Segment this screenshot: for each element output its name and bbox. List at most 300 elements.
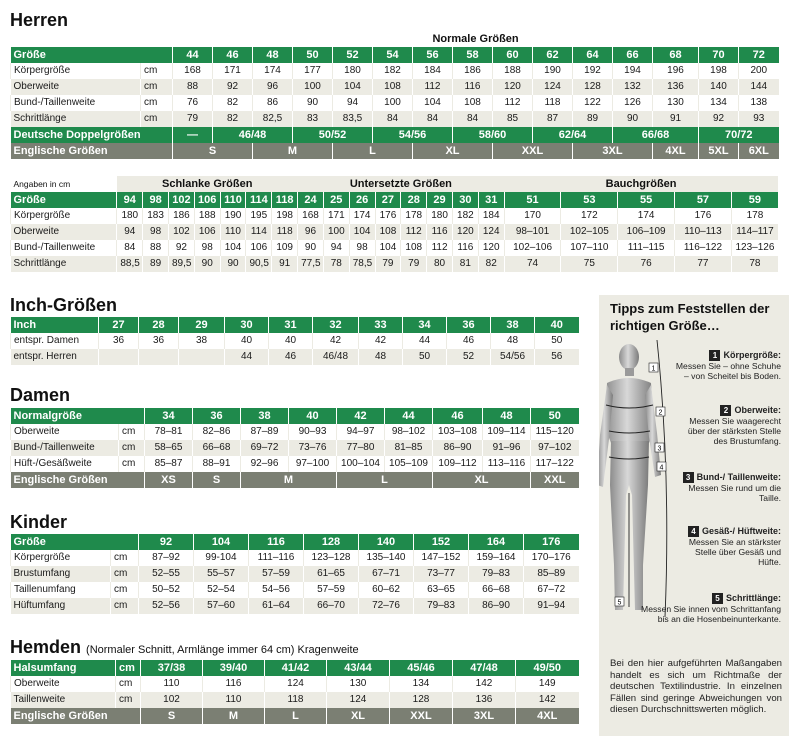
cell: 120 [478,240,504,256]
cell: S [173,143,253,159]
size: 53 [561,192,618,208]
row-label: Schrittlänge [11,256,117,272]
cell: — [173,127,213,143]
table-row [11,598,579,614]
cell: 110 [141,676,203,692]
cell: 89 [143,256,169,272]
cell: 116 [453,79,493,95]
row-label: Bund-/Taillenweite [11,95,141,111]
header-label: Inch [11,317,99,333]
cell: 196 [653,63,699,79]
cell: 111–115 [618,240,675,256]
cell: 110 [203,692,265,708]
cell: 109 [272,240,298,256]
row-label: Taillenweite [11,692,116,708]
size: 50 [531,408,579,424]
cell: 88–91 [193,456,241,472]
cell: 103–108 [433,424,483,440]
cell: 182 [373,63,413,79]
cell: 111–116 [249,550,304,566]
size: 140 [359,534,414,550]
row-label: Bund-/Taillenweite [11,240,117,256]
hemden-title [10,637,359,658]
size: 49/50 [516,660,579,676]
size: 118 [272,192,298,208]
unit: cm [141,95,173,111]
size: 48 [483,408,531,424]
size: 38 [241,408,289,424]
size: 30 [452,192,478,208]
cell: 46 [447,333,491,349]
hemden-title-text: Hemden [10,637,82,657]
herren-size: 52 [333,47,373,63]
cell: 78 [731,256,778,272]
cell: 77,5 [298,256,324,272]
cell: 40 [269,333,313,349]
cell: 86–90 [469,598,524,614]
cell: 61–65 [304,566,359,582]
table-row [11,424,579,440]
cell: 120 [493,79,533,95]
cell: 52–55 [139,566,194,582]
row-label: Körpergröße [11,208,117,224]
cell: 100 [293,79,333,95]
cell: 90 [194,256,220,272]
herren-size: 70 [699,47,739,63]
herren-group-label: Normale Größen [173,31,779,47]
size: 47/48 [453,660,516,676]
inch-table [10,317,579,365]
cell [139,349,179,365]
tip-text: Messen Sie rund um die Taille. [688,483,781,503]
cell: 82 [213,95,253,111]
cell: 61–64 [249,598,304,614]
cell: 130 [653,95,699,111]
disclaimer-note: Bei den hier aufgeführten Maßangaben handelt es sich um Richtmaße der deutschen Textilindustrie. In einzelnen Fällen sind geringe Abweichungen von diesen Durchschnittswerten möglich. [610,658,782,715]
cell: 109–112 [433,456,483,472]
cell: XS [145,472,193,488]
cell: 104 [413,95,453,111]
table-row [11,240,779,256]
herren-size: 72 [739,47,779,63]
cell: 114–117 [731,224,778,240]
cell: 109–114 [483,424,531,440]
kinder-title: Kinder [10,512,68,532]
figure-label: 2 [658,409,663,417]
cell: 134 [699,95,739,111]
cell: 104 [375,240,401,256]
size: 98 [143,192,169,208]
cell: 82,5 [253,111,293,127]
cell: 194 [613,63,653,79]
size: 128 [304,534,359,550]
table-row [11,692,579,708]
cell: 136 [453,692,516,708]
table-row [11,63,779,79]
cell: 98 [349,240,375,256]
cell: S [193,472,241,488]
tip-text: Messen Sie – ohne Schuhe – von Scheitel bis Boden. [675,361,781,381]
cell: 114 [246,224,272,240]
row-label: Taillenumfang [11,582,111,598]
size: 116 [249,534,304,550]
cell: 5XL [699,143,739,159]
cell: 172 [561,208,618,224]
cell: 92 [169,240,195,256]
herren-size: 54 [373,47,413,63]
cell: 54/56 [491,349,535,365]
cell: 82 [478,256,504,272]
unit: cm [116,692,141,708]
cell: M [203,708,265,724]
cell: 81–85 [385,440,433,456]
cell: 4XL [516,708,579,724]
cell: 104 [333,79,373,95]
cell: 106 [194,224,220,240]
cell: 168 [298,208,324,224]
cell: 115–120 [531,424,579,440]
cell: 6XL [739,143,779,159]
cell: 171 [323,208,349,224]
cell: 52–54 [194,582,249,598]
herren-size: 62 [533,47,573,63]
cell: 112 [493,95,533,111]
unit: cm [141,63,173,79]
tip-koerpergroesse [673,350,781,381]
cell: 180 [117,208,143,224]
cell: 97–100 [289,456,337,472]
cell: 62/64 [533,127,613,143]
cell: 140 [699,79,739,95]
cell: 88 [173,79,213,95]
cell: 78–81 [145,424,193,440]
cell: 149 [516,676,579,692]
size: 45/46 [390,660,453,676]
damen-header-row [11,408,579,424]
unit: cm [119,456,145,472]
herren-size: 50 [293,47,333,63]
cell: XL [413,143,493,159]
row-label: Oberweite [11,79,141,95]
size: 42 [337,408,385,424]
cell: 100–104 [337,456,385,472]
cell: M [241,472,337,488]
herren-doppel-row [11,127,779,143]
tip-text: Messen Sie waagerecht über der stärksten Stelle des Brustumfang. [687,416,781,446]
cell: 102–105 [561,224,618,240]
cell: 40 [225,333,269,349]
size: 28 [401,192,427,208]
cell: 88 [143,240,169,256]
cell: 60–62 [359,582,414,598]
damen-englisch-row [11,472,579,488]
cell: 66–68 [193,440,241,456]
herren-table [10,31,779,159]
cell: 66–70 [304,598,359,614]
size: 36 [193,408,241,424]
cell: 70/72 [699,127,779,143]
figure-label: 4 [659,464,664,472]
cell: 113–116 [483,456,531,472]
group-untersetzt: Untersetzte Größen [298,176,505,192]
hemden-subtitle: (Normaler Schnitt, Armlänge immer 64 cm) Kragenweite [86,644,359,656]
row-label: Körpergröße [11,63,141,79]
cell: 195 [246,208,272,224]
row-label: entspr. Damen [11,333,99,349]
size: 38 [491,317,535,333]
cell: 79 [173,111,213,127]
size: 24 [298,192,324,208]
table-row [11,582,579,598]
tip-taillenweite [673,472,781,503]
cell: 96 [298,224,324,240]
cell: 72–76 [359,598,414,614]
table-row [11,79,779,95]
cell: 85–87 [145,456,193,472]
tips-title: Tipps zum Feststellen der richtigen Größe… [610,301,770,333]
cell: 104 [220,240,246,256]
row-label: Oberweite [11,224,117,240]
cell: 110 [220,224,246,240]
cell: 56 [535,349,579,365]
size: 152 [414,534,469,550]
cell: 90 [298,240,324,256]
size: 29 [427,192,453,208]
size: 46 [433,408,483,424]
cell: 50 [535,333,579,349]
cell: 184 [478,208,504,224]
cell: 124 [265,676,327,692]
size: 28 [139,317,179,333]
cell: 99-104 [194,550,249,566]
row-label: Bund-/Taillenweite [11,440,119,456]
cell: 76 [618,256,675,272]
cell: 184 [413,63,453,79]
cell: M [253,143,333,159]
cell: 120 [452,224,478,240]
damen-title: Damen [10,385,71,405]
cell: 116 [452,240,478,256]
size: 33 [359,317,403,333]
unit: cm [141,111,173,127]
tip-number: 4 [688,526,699,537]
cell: 178 [401,208,427,224]
figure-label: 3 [657,445,662,453]
cell: 57–60 [194,598,249,614]
cell: 50–52 [139,582,194,598]
cell: 75 [561,256,618,272]
cell: 54–56 [249,582,304,598]
unit: cm [111,582,139,598]
cell: 55–57 [194,566,249,582]
table-row [11,95,779,111]
cell: 192 [573,63,613,79]
cell: 176 [675,208,732,224]
cell: 44 [403,333,447,349]
cell [99,349,139,365]
tip-title: Körpergröße: [723,350,781,360]
cell: 116 [427,224,453,240]
hemden-englisch-row [11,708,579,724]
cell: 170–176 [524,550,579,566]
cell: 78 [323,256,349,272]
cell: 159–164 [469,550,524,566]
tip-number: 2 [720,405,731,416]
cell: 3XL [453,708,516,724]
cell: 168 [173,63,213,79]
table-row [11,224,779,240]
cell: 174 [349,208,375,224]
cell: 54/56 [373,127,453,143]
cell: 100 [373,95,413,111]
unit: cm [116,660,141,676]
cell: 190 [533,63,573,79]
cell: 92 [213,79,253,95]
special-table [10,176,778,272]
size: 30 [225,317,269,333]
cell: 90,5 [246,256,272,272]
kinder-header-row [11,534,579,550]
cell: 98–102 [385,424,433,440]
cell: 108 [453,95,493,111]
cell: 48 [359,349,403,365]
cell: 66–68 [469,582,524,598]
cell: 97–102 [531,440,579,456]
cell: 84 [453,111,493,127]
tip-hueftweite [673,526,781,567]
cell: 112 [401,224,427,240]
cell: 73–77 [414,566,469,582]
cell: 108 [375,224,401,240]
cell: 84 [373,111,413,127]
cell: 89 [573,111,613,127]
cell: 107–110 [561,240,618,256]
cell: 46/48 [313,349,359,365]
herren-size: 48 [253,47,293,63]
cell: XXL [531,472,579,488]
cell: 124 [327,692,390,708]
cell: 48 [491,333,535,349]
cell: 80 [427,256,453,272]
cell: 124 [478,224,504,240]
cell: 94 [323,240,349,256]
cell: 178 [731,208,778,224]
special-group-row [11,176,779,192]
hemden-table [10,660,579,724]
unit: cm [119,424,145,440]
units-note: Angaben in cm [11,176,117,192]
cell: 36 [139,333,179,349]
cell [179,349,225,365]
cell: 180 [427,208,453,224]
cell: S [141,708,203,724]
unit: cm [141,79,173,95]
inch-header-row [11,317,579,333]
cell: 87–92 [139,550,194,566]
cell: 85 [493,111,533,127]
size: 32 [313,317,359,333]
cell: 142 [516,692,579,708]
cell: L [265,708,327,724]
size: 110 [220,192,246,208]
row-label: Hüft-/Gesäßweite [11,456,119,472]
size: 104 [194,534,249,550]
tip-schrittlaenge [631,593,781,624]
cell: 183 [143,208,169,224]
size: 25 [323,192,349,208]
group-schlank: Schlanke Größen [117,176,298,192]
cell: 105–109 [385,456,433,472]
size: 31 [478,192,504,208]
size: 114 [246,192,272,208]
cell: 118 [265,692,327,708]
cell: 94 [333,95,373,111]
size: 40 [535,317,579,333]
cell: 94 [117,224,143,240]
size: 31 [269,317,313,333]
cell: 67–72 [524,582,579,598]
cell: 116–122 [675,240,732,256]
row-label: Englische Größen [11,472,145,488]
table-row [11,566,579,582]
cell: 58–65 [145,440,193,456]
cell: 100 [323,224,349,240]
cell: 142 [453,676,516,692]
cell: 138 [739,95,779,111]
cell: 79–83 [469,566,524,582]
inch-title: Inch-Größen [10,295,117,315]
cell: 74 [504,256,561,272]
cell: 93 [739,111,779,127]
size: 164 [469,534,524,550]
tip-text: Messen Sie innen vom Schrittanfang bis an die Hosenbeinunterkante. [641,604,781,624]
size: 43/44 [327,660,390,676]
cell: 126 [613,95,653,111]
cell: 118 [533,95,573,111]
row-label: Schrittlänge [11,111,141,127]
cell: 123–126 [731,240,778,256]
cell: 90 [220,256,246,272]
cell: 76 [173,95,213,111]
cell: 102 [141,692,203,708]
herren-size: 64 [573,47,613,63]
cell: 69–72 [241,440,289,456]
cell: 82 [213,111,253,127]
cell: 130 [327,676,390,692]
cell: 92 [699,111,739,127]
tip-number: 5 [712,593,723,604]
special-header-row [11,192,779,208]
size: 27 [375,192,401,208]
tip-title: Bund-/ Taillenweite: [696,472,781,482]
cell: 112 [413,79,453,95]
tip-title: Schrittlänge: [725,593,781,603]
tip-title: Gesäß-/ Hüftweite: [701,526,781,536]
cell: 106–109 [618,224,675,240]
cell: 134 [390,676,453,692]
cell: 112 [427,240,453,256]
figure-label: 5 [617,599,622,607]
cell: 174 [618,208,675,224]
cell: 128 [390,692,453,708]
cell: 84 [413,111,453,127]
cell: 77 [675,256,732,272]
cell: 102 [169,224,195,240]
cell: 90 [293,95,333,111]
cell: 57–59 [249,566,304,582]
cell: 91 [272,256,298,272]
size: 57 [675,192,732,208]
